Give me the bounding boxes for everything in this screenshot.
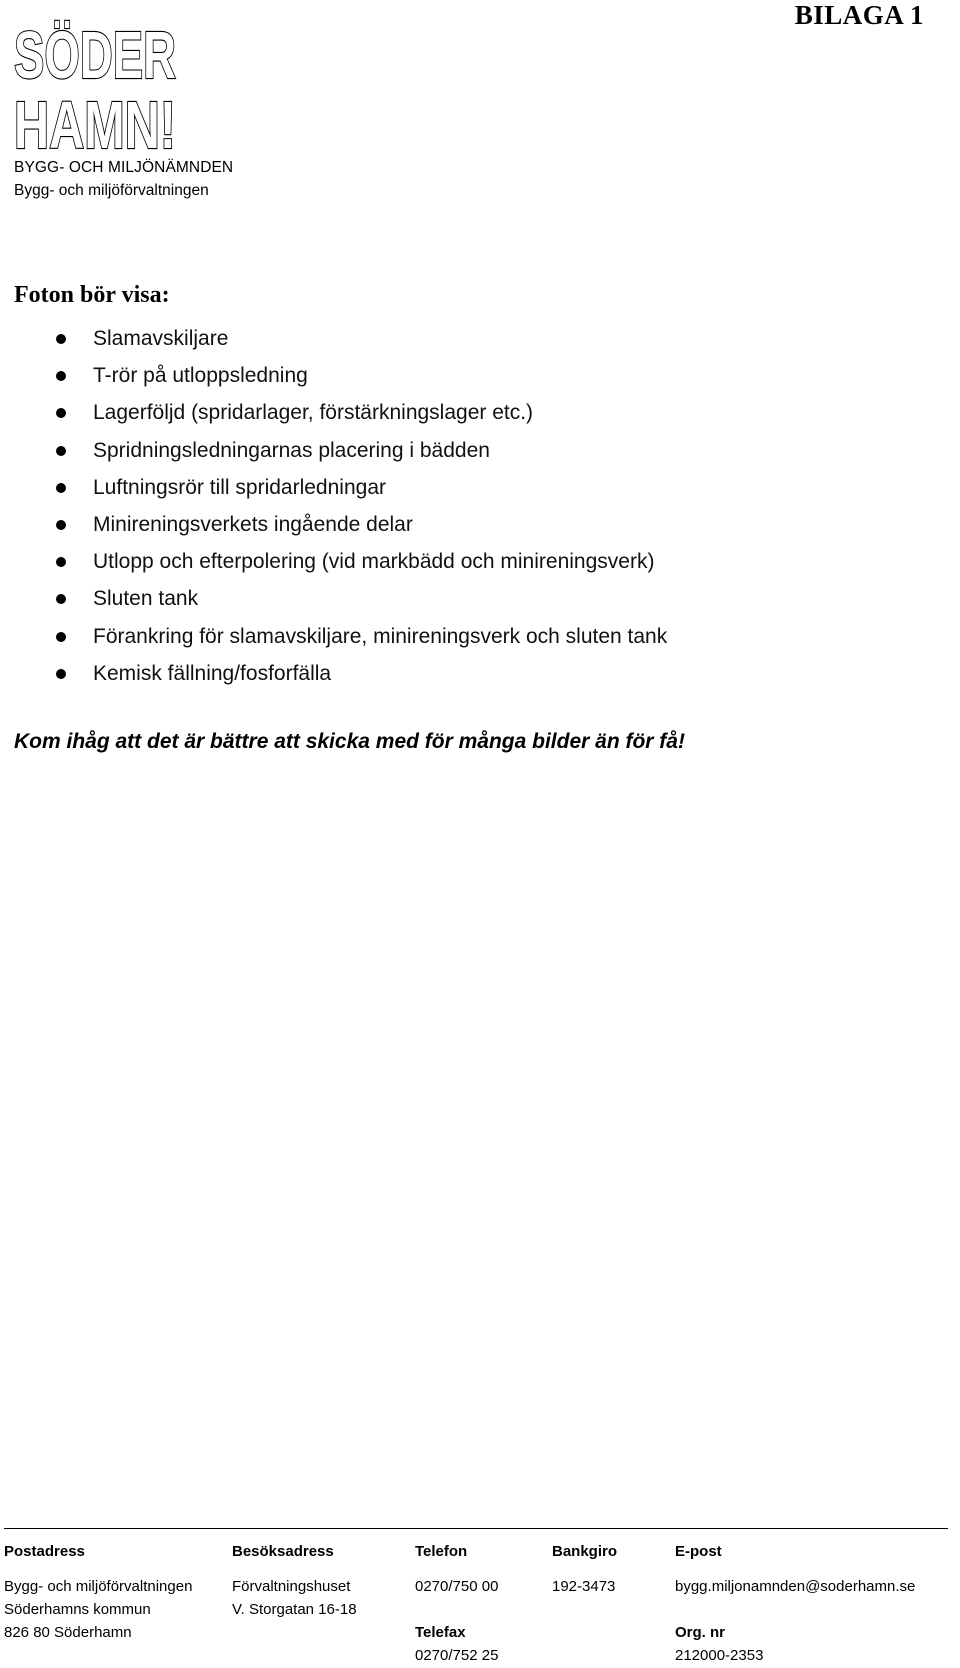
bullet-icon	[56, 446, 66, 456]
logo-wordmark	[14, 14, 184, 163]
list-item	[56, 659, 667, 696]
list-item	[56, 473, 667, 510]
logo-line-2: HAMN!	[14, 88, 176, 163]
bullet-icon	[56, 557, 66, 567]
list-item-text: Utlopp och efterpolering (vid markbädd och minireningsverk)	[93, 550, 655, 574]
footer-orgnr-value: 212000-2353	[675, 1647, 764, 1664]
list-item	[56, 361, 667, 398]
bullet-icon	[56, 520, 66, 530]
list-item-text: Sluten tank	[93, 587, 199, 611]
footer-telefax-value: 0270/752 25	[415, 1647, 499, 1664]
footer-besoksadress-label: Besöksadress	[232, 1543, 334, 1560]
footer-postadress-line: Söderhamns kommun	[4, 1601, 151, 1618]
list-item-text: Luftningsrör till spridarledningar	[93, 475, 386, 499]
list-item	[56, 584, 667, 621]
org-subtitle: Bygg- och miljöförvaltningen	[14, 182, 209, 199]
reminder-note: Kom ihåg att det är bättre att skicka med för många bilder än för få!	[14, 730, 685, 753]
bullet-icon	[56, 408, 66, 418]
footer-postadress-line: 826 80 Söderhamn	[4, 1624, 132, 1641]
footer-postadress-label: Postadress	[4, 1543, 85, 1560]
soderhamn-logo	[14, 14, 184, 163]
footer-bankgiro-value: 192-3473	[552, 1578, 616, 1595]
photo-checklist	[56, 324, 667, 696]
footer-besoksadress-line: V. Storgatan 16-18	[232, 1601, 357, 1618]
list-item-text: T-rör på utloppsledning	[93, 364, 308, 388]
bullet-icon	[56, 334, 66, 344]
footer-orgnr-label: Org. nr	[675, 1624, 726, 1641]
bullet-icon	[56, 594, 66, 604]
list-item-text: Kemisk fällning/fosforfälla	[93, 661, 332, 685]
list-item-text: Lagerföljd (spridarlager, förstärkningslager etc.)	[93, 401, 534, 425]
list-item	[56, 436, 667, 473]
footer-besoksadress-line: Förvaltningshuset	[232, 1578, 351, 1595]
bullet-icon	[56, 669, 66, 679]
footer-telefon-label: Telefon	[415, 1543, 468, 1560]
footer-telefon-value: 0270/750 00	[415, 1578, 499, 1595]
attachment-label: BILAGA 1	[794, 0, 924, 30]
footer-telefax-label: Telefax	[415, 1624, 466, 1641]
footer-divider	[4, 1528, 948, 1529]
bullet-icon	[56, 371, 66, 381]
logo-line-1: SÖDER	[14, 18, 176, 93]
list-item-text: Spridningsledningarnas placering i bädden	[93, 438, 490, 462]
footer-bankgiro-label: Bankgiro	[552, 1543, 618, 1560]
list-item	[56, 510, 667, 547]
list-item	[56, 398, 667, 435]
page-heading: Foton bör visa:	[14, 282, 170, 308]
list-item	[56, 324, 667, 361]
footer-epost-label: E-post	[675, 1543, 722, 1560]
list-item-text: Slamavskiljare	[93, 327, 229, 350]
org-name: BYGG- OCH MILJÖNÄMNDEN	[14, 159, 234, 176]
bullet-icon	[56, 632, 66, 642]
list-item	[56, 622, 667, 659]
bullet-icon	[56, 483, 66, 493]
footer-postadress-line: Bygg- och miljöförvaltningen	[4, 1578, 193, 1595]
list-item-text: Minireningsverkets ingående delar	[93, 512, 413, 536]
list-item-text: Förankring för slamavskiljare, minireningsverk och sluten tank	[93, 624, 668, 648]
list-item	[56, 547, 667, 584]
footer-epost-value[interactable]: bygg.miljonamnden@soderhamn.se	[675, 1578, 916, 1595]
